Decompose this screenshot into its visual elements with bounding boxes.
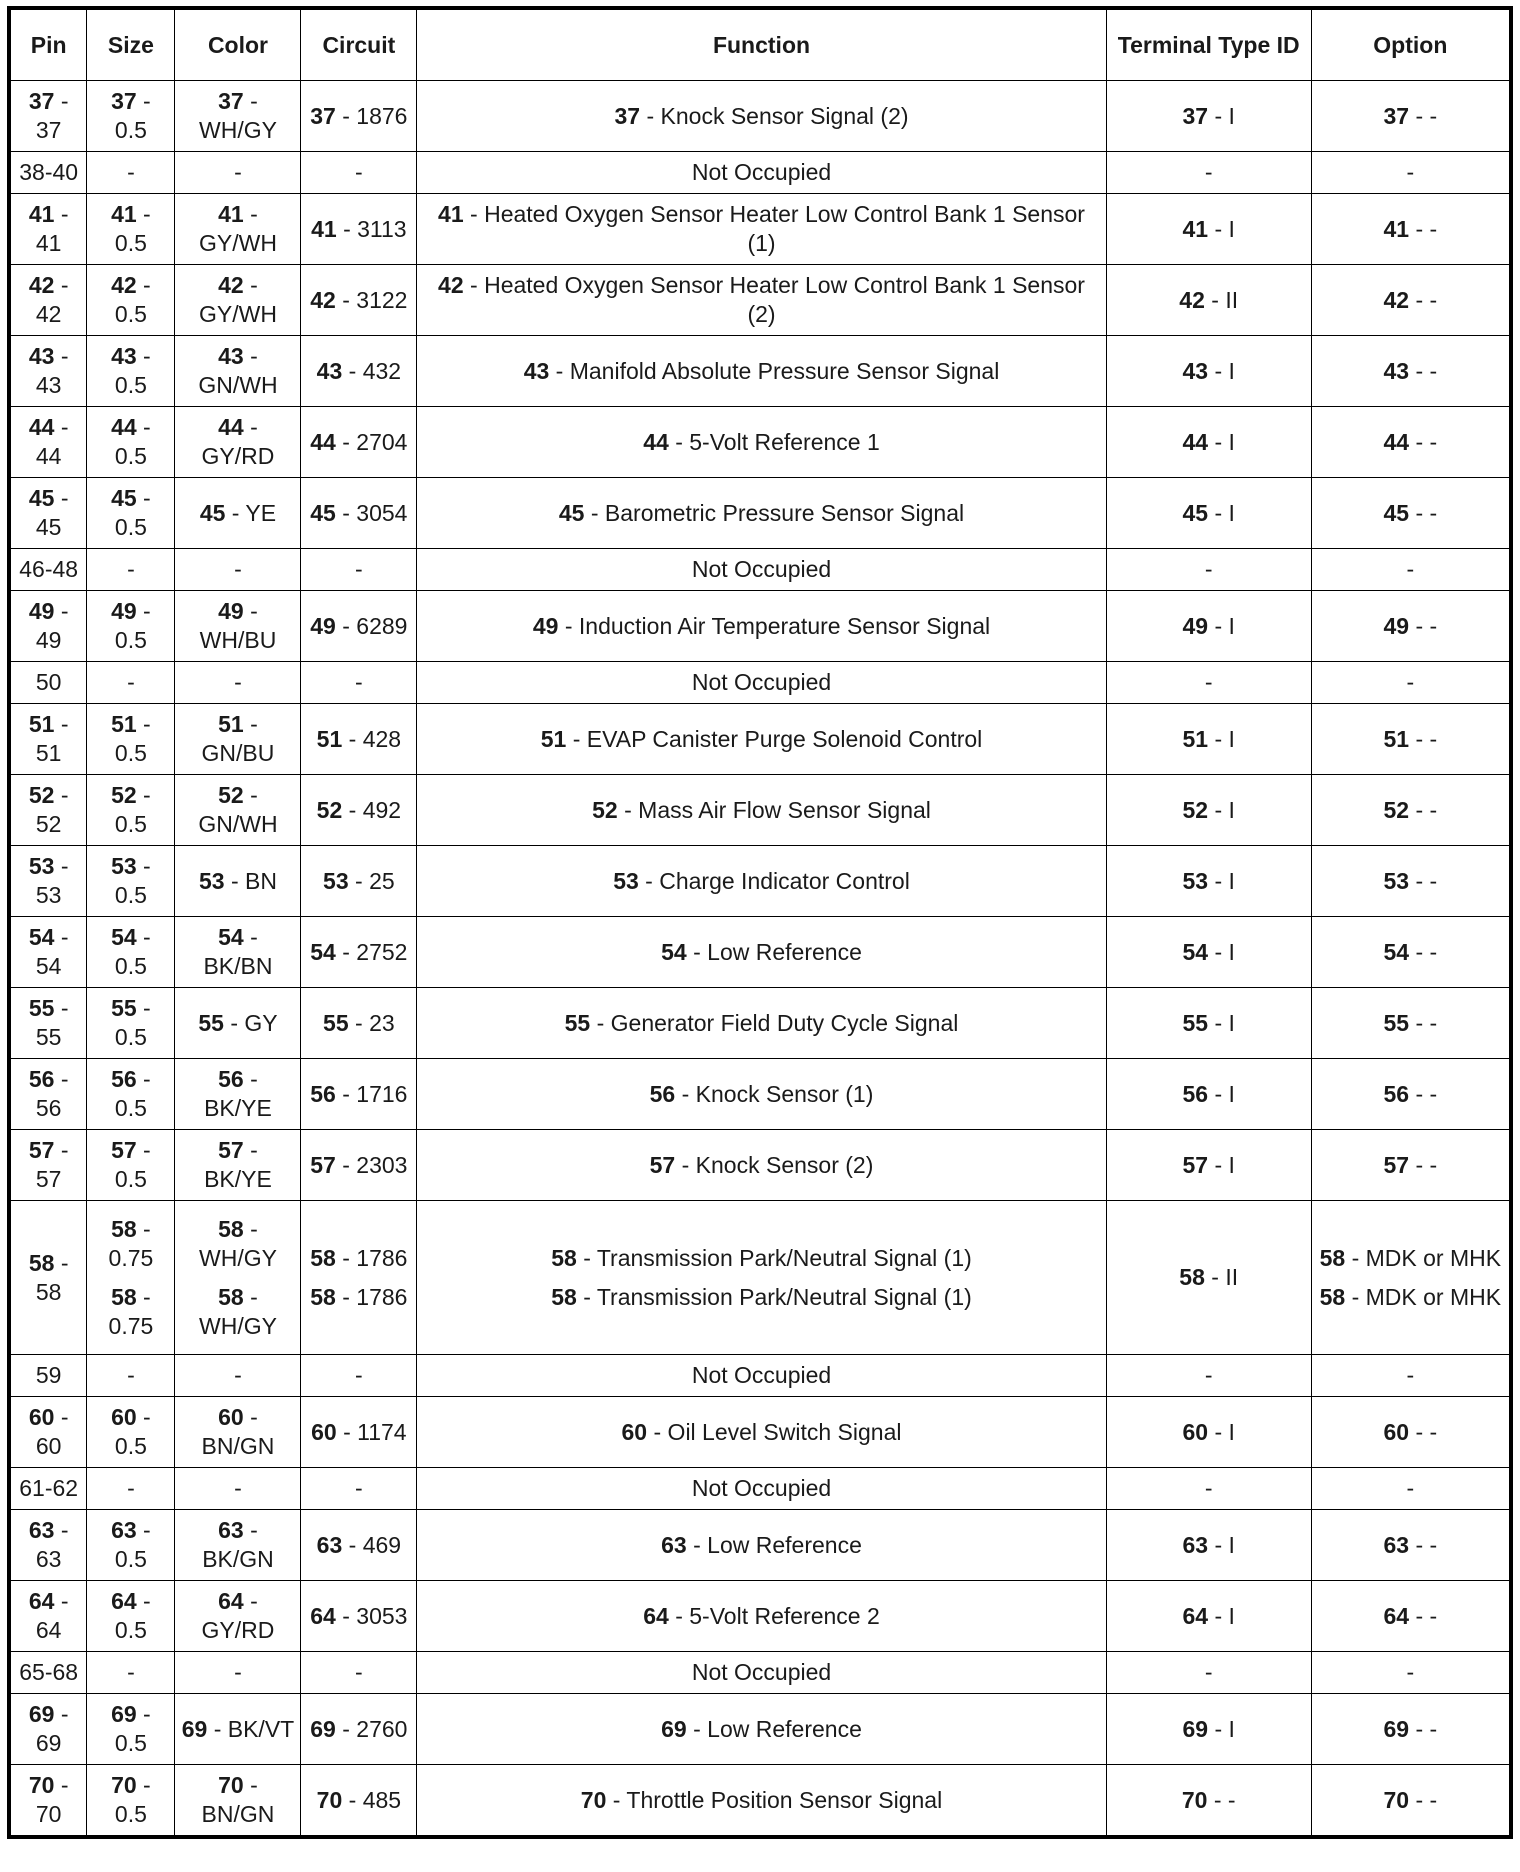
cell-function: 57 - Knock Sensor (2) (417, 1130, 1107, 1201)
cell-function: Not Occupied (417, 1355, 1107, 1397)
cell-terminal: 42 - II (1106, 265, 1311, 336)
cell-circuit: 41 - 3113 (301, 194, 417, 265)
cell-terminal: 52 - I (1106, 775, 1311, 846)
cell-color: - (175, 662, 301, 704)
cell-option: 45 - - (1311, 478, 1511, 549)
cell-color: 54 - BK/BN (175, 917, 301, 988)
cell-pin: 41 - 41 (9, 194, 87, 265)
cell-color: 43 - GN/WH (175, 336, 301, 407)
cell-pin: 65-68 (9, 1652, 87, 1694)
cell-option: - (1311, 1468, 1511, 1510)
header-circuit: Circuit (301, 8, 417, 81)
cell-color: 56 - BK/YE (175, 1059, 301, 1130)
cell-color: - (175, 1652, 301, 1694)
cell-pin: 54 - 54 (9, 917, 87, 988)
cell-pin: 43 - 43 (9, 336, 87, 407)
cell-color: 52 - GN/WH (175, 775, 301, 846)
cell-function: 58 - Transmission Park/Neutral Signal (1) 58 - Transmission Park/Neutral Signal (1) (417, 1201, 1107, 1355)
cell-option: 58 - MDK or MHK 58 - MDK or MHK (1311, 1201, 1511, 1355)
cell-function: Not Occupied (417, 1652, 1107, 1694)
cell-function: 44 - 5-Volt Reference 1 (417, 407, 1107, 478)
cell-size: 56 - 0.5 (87, 1059, 175, 1130)
cell-option: 37 - - (1311, 81, 1511, 152)
cell-function: 56 - Knock Sensor (1) (417, 1059, 1107, 1130)
cell-option: 70 - - (1311, 1765, 1511, 1838)
cell-size: - (87, 549, 175, 591)
cell-pin: 58 - 58 (9, 1201, 87, 1355)
cell-terminal: 55 - I (1106, 988, 1311, 1059)
cell-circuit: 37 - 1876 (301, 81, 417, 152)
cell-terminal: - (1106, 1652, 1311, 1694)
cell-color: - (175, 549, 301, 591)
cell-size: - (87, 1355, 175, 1397)
cell-circuit: 63 - 469 (301, 1510, 417, 1581)
cell-terminal: 69 - I (1106, 1694, 1311, 1765)
cell-circuit: - (301, 549, 417, 591)
cell-pin: 69 - 69 (9, 1694, 87, 1765)
cell-size: 57 - 0.5 (87, 1130, 175, 1201)
table-row (9, 591, 1511, 662)
cell-function: 43 - Manifold Absolute Pressure Sensor Signal (417, 336, 1107, 407)
cell-function: 55 - Generator Field Duty Cycle Signal (417, 988, 1107, 1059)
header-row (9, 8, 1511, 81)
cell-color: 60 - BN/GN (175, 1397, 301, 1468)
cell-function: 45 - Barometric Pressure Sensor Signal (417, 478, 1107, 549)
cell-pin: 55 - 55 (9, 988, 87, 1059)
cell-terminal: 57 - I (1106, 1130, 1311, 1201)
cell-terminal: 43 - I (1106, 336, 1311, 407)
cell-pin: 64 - 64 (9, 1581, 87, 1652)
cell-size: 43 - 0.5 (87, 336, 175, 407)
cell-circuit: 54 - 2752 (301, 917, 417, 988)
cell-pin: 38-40 (9, 152, 87, 194)
table-row (9, 81, 1511, 152)
cell-circuit: 58 - 1786 58 - 1786 (301, 1201, 417, 1355)
cell-color: - (175, 1355, 301, 1397)
connector-pinout-table (7, 6, 1513, 1839)
cell-option: 60 - - (1311, 1397, 1511, 1468)
cell-pin: 59 (9, 1355, 87, 1397)
cell-size: - (87, 1652, 175, 1694)
cell-size: 54 - 0.5 (87, 917, 175, 988)
cell-pin: 60 - 60 (9, 1397, 87, 1468)
cell-option: 57 - - (1311, 1130, 1511, 1201)
cell-circuit: 51 - 428 (301, 704, 417, 775)
table-row (9, 1130, 1511, 1201)
cell-circuit: 60 - 1174 (301, 1397, 417, 1468)
table-row (9, 152, 1511, 194)
cell-size: 70 - 0.5 (87, 1765, 175, 1838)
cell-terminal: 54 - I (1106, 917, 1311, 988)
cell-color: 64 - GY/RD (175, 1581, 301, 1652)
cell-size: 51 - 0.5 (87, 704, 175, 775)
cell-color: 49 - WH/BU (175, 591, 301, 662)
cell-option: 51 - - (1311, 704, 1511, 775)
table-row (9, 1652, 1511, 1694)
cell-pin: 63 - 63 (9, 1510, 87, 1581)
cell-terminal: 56 - I (1106, 1059, 1311, 1130)
table-row (9, 917, 1511, 988)
cell-pin: 49 - 49 (9, 591, 87, 662)
cell-circuit: - (301, 152, 417, 194)
cell-function: 53 - Charge Indicator Control (417, 846, 1107, 917)
cell-size: 52 - 0.5 (87, 775, 175, 846)
cell-terminal: 37 - I (1106, 81, 1311, 152)
table-row (9, 775, 1511, 846)
cell-option: 49 - - (1311, 591, 1511, 662)
cell-color: 70 - BN/GN (175, 1765, 301, 1838)
cell-color: 44 - GY/RD (175, 407, 301, 478)
cell-function: 49 - Induction Air Temperature Sensor Signal (417, 591, 1107, 662)
cell-size: 53 - 0.5 (87, 846, 175, 917)
header-function: Function (417, 8, 1107, 81)
cell-circuit: - (301, 1652, 417, 1694)
cell-color: 42 - GY/WH (175, 265, 301, 336)
cell-function: 52 - Mass Air Flow Sensor Signal (417, 775, 1107, 846)
table-row (9, 1581, 1511, 1652)
cell-size: 58 - 0.75 58 - 0.75 (87, 1201, 175, 1355)
cell-terminal: 58 - II (1106, 1201, 1311, 1355)
cell-option: 69 - - (1311, 1694, 1511, 1765)
table-row (9, 1765, 1511, 1838)
cell-color: 41 - GY/WH (175, 194, 301, 265)
cell-terminal: - (1106, 662, 1311, 704)
cell-size: 49 - 0.5 (87, 591, 175, 662)
table-row (9, 1355, 1511, 1397)
cell-function: 60 - Oil Level Switch Signal (417, 1397, 1107, 1468)
cell-circuit: - (301, 1468, 417, 1510)
cell-color: 58 - WH/GY 58 - WH/GY (175, 1201, 301, 1355)
cell-function: 42 - Heated Oxygen Sensor Heater Low Control Bank 1 Sensor (2) (417, 265, 1107, 336)
table-row (9, 704, 1511, 775)
cell-circuit: 42 - 3122 (301, 265, 417, 336)
cell-function: 37 - Knock Sensor Signal (2) (417, 81, 1107, 152)
table-row (9, 1059, 1511, 1130)
cell-size: - (87, 1468, 175, 1510)
cell-circuit: 52 - 492 (301, 775, 417, 846)
cell-size: 55 - 0.5 (87, 988, 175, 1059)
cell-size: 42 - 0.5 (87, 265, 175, 336)
cell-function: Not Occupied (417, 152, 1107, 194)
cell-color: 55 - GY (175, 988, 301, 1059)
cell-circuit: 53 - 25 (301, 846, 417, 917)
cell-size: 45 - 0.5 (87, 478, 175, 549)
cell-pin: 51 - 51 (9, 704, 87, 775)
cell-option: - (1311, 549, 1511, 591)
cell-option: - (1311, 662, 1511, 704)
cell-color: - (175, 1468, 301, 1510)
cell-circuit: - (301, 1355, 417, 1397)
cell-option: 52 - - (1311, 775, 1511, 846)
cell-color: 45 - YE (175, 478, 301, 549)
cell-terminal: - (1106, 1468, 1311, 1510)
cell-size: 37 - 0.5 (87, 81, 175, 152)
cell-size: 63 - 0.5 (87, 1510, 175, 1581)
table-row (9, 988, 1511, 1059)
cell-option: 41 - - (1311, 194, 1511, 265)
cell-color: 53 - BN (175, 846, 301, 917)
cell-function: 51 - EVAP Canister Purge Solenoid Control (417, 704, 1107, 775)
cell-color: - (175, 152, 301, 194)
cell-pin: 52 - 52 (9, 775, 87, 846)
cell-function: 41 - Heated Oxygen Sensor Heater Low Control Bank 1 Sensor (1) (417, 194, 1107, 265)
cell-pin: 57 - 57 (9, 1130, 87, 1201)
cell-terminal: - (1106, 549, 1311, 591)
table-row (9, 1510, 1511, 1581)
table-row (9, 1397, 1511, 1468)
table-row (9, 1694, 1511, 1765)
table-row (9, 336, 1511, 407)
cell-terminal: 45 - I (1106, 478, 1311, 549)
cell-color: 37 - WH/GY (175, 81, 301, 152)
table-row (9, 549, 1511, 591)
cell-terminal: 64 - I (1106, 1581, 1311, 1652)
cell-pin: 42 - 42 (9, 265, 87, 336)
cell-option: 42 - - (1311, 265, 1511, 336)
cell-circuit: 57 - 2303 (301, 1130, 417, 1201)
table-row (9, 1201, 1511, 1355)
header-terminal-type-id: Terminal Type ID (1106, 8, 1311, 81)
cell-size: - (87, 662, 175, 704)
cell-pin: 45 - 45 (9, 478, 87, 549)
cell-circuit: 49 - 6289 (301, 591, 417, 662)
cell-circuit: 64 - 3053 (301, 1581, 417, 1652)
cell-color: 69 - BK/VT (175, 1694, 301, 1765)
cell-terminal: 70 - - (1106, 1765, 1311, 1838)
header-color: Color (175, 8, 301, 81)
cell-terminal: 53 - I (1106, 846, 1311, 917)
table-row (9, 846, 1511, 917)
cell-pin: 61-62 (9, 1468, 87, 1510)
cell-option: 54 - - (1311, 917, 1511, 988)
cell-option: 43 - - (1311, 336, 1511, 407)
cell-function: Not Occupied (417, 662, 1107, 704)
cell-function: 54 - Low Reference (417, 917, 1107, 988)
header-pin: Pin (9, 8, 87, 81)
cell-function: Not Occupied (417, 549, 1107, 591)
cell-color: 51 - GN/BU (175, 704, 301, 775)
cell-pin: 50 (9, 662, 87, 704)
table-row (9, 478, 1511, 549)
cell-size: 69 - 0.5 (87, 1694, 175, 1765)
cell-function: Not Occupied (417, 1468, 1107, 1510)
cell-option: 53 - - (1311, 846, 1511, 917)
cell-color: 63 - BK/GN (175, 1510, 301, 1581)
cell-function: 64 - 5-Volt Reference 2 (417, 1581, 1107, 1652)
cell-option: - (1311, 1355, 1511, 1397)
cell-size: 41 - 0.5 (87, 194, 175, 265)
cell-terminal: 41 - I (1106, 194, 1311, 265)
table-row (9, 194, 1511, 265)
cell-color: 57 - BK/YE (175, 1130, 301, 1201)
cell-circuit: 69 - 2760 (301, 1694, 417, 1765)
cell-function: 69 - Low Reference (417, 1694, 1107, 1765)
cell-size: 64 - 0.5 (87, 1581, 175, 1652)
cell-circuit: 55 - 23 (301, 988, 417, 1059)
cell-function: 70 - Throttle Position Sensor Signal (417, 1765, 1107, 1838)
cell-circuit: 56 - 1716 (301, 1059, 417, 1130)
cell-circuit: 70 - 485 (301, 1765, 417, 1838)
cell-pin: 56 - 56 (9, 1059, 87, 1130)
cell-circuit: 43 - 432 (301, 336, 417, 407)
cell-circuit: 45 - 3054 (301, 478, 417, 549)
cell-terminal: 63 - I (1106, 1510, 1311, 1581)
cell-pin: 53 - 53 (9, 846, 87, 917)
cell-option: 63 - - (1311, 1510, 1511, 1581)
table-row (9, 662, 1511, 704)
header-option: Option (1311, 8, 1511, 81)
table-row (9, 265, 1511, 336)
cell-terminal: 49 - I (1106, 591, 1311, 662)
cell-terminal: - (1106, 152, 1311, 194)
table-row (9, 1468, 1511, 1510)
cell-circuit: 44 - 2704 (301, 407, 417, 478)
cell-option: - (1311, 152, 1511, 194)
cell-terminal: 44 - I (1106, 407, 1311, 478)
cell-circuit: - (301, 662, 417, 704)
cell-pin: 70 - 70 (9, 1765, 87, 1838)
cell-pin: 44 - 44 (9, 407, 87, 478)
cell-terminal: 60 - I (1106, 1397, 1311, 1468)
cell-size: 44 - 0.5 (87, 407, 175, 478)
cell-option: 44 - - (1311, 407, 1511, 478)
cell-option: 64 - - (1311, 1581, 1511, 1652)
cell-option: 56 - - (1311, 1059, 1511, 1130)
cell-option: - (1311, 1652, 1511, 1694)
cell-size: - (87, 152, 175, 194)
cell-terminal: - (1106, 1355, 1311, 1397)
header-size: Size (87, 8, 175, 81)
cell-terminal: 51 - I (1106, 704, 1311, 775)
cell-pin: 46-48 (9, 549, 87, 591)
cell-option: 55 - - (1311, 988, 1511, 1059)
cell-function: 63 - Low Reference (417, 1510, 1107, 1581)
cell-size: 60 - 0.5 (87, 1397, 175, 1468)
cell-pin: 37 - 37 (9, 81, 87, 152)
table-row (9, 407, 1511, 478)
